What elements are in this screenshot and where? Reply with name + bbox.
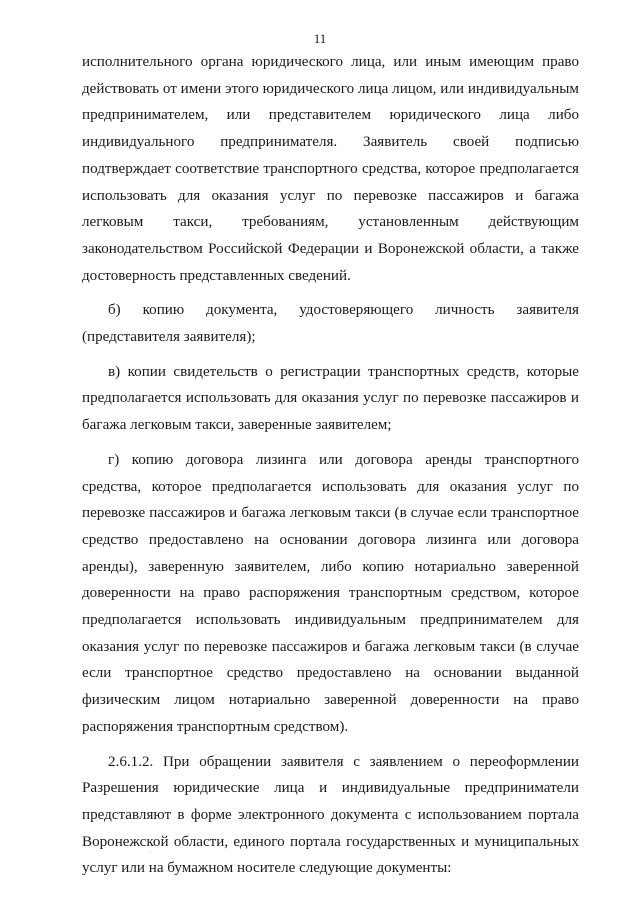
paragraph-item-g: г) копию договора лизинга или договора аренды транспортного средства, которое предполагается использовать для оказания услуг по перевозке пассажиров и багажа легковым такси (в случае если транспортное средство предоставлено на основании договора лизинга или договора аренды), заверенную заявителем, либо копию нотариально заверенной доверенности на право распоряжения транспортным средством, которое предполагается использовать индивидуальным предпринимателем для оказания услуг по перевозке пассажиров и багажа легковым такси (в случае если транспортное средство предоставлено на основании выданной физическим лицом нотариально заверенной доверенности на право распоряжения транспортным средством). bbox=[82, 451, 579, 735]
paragraph-2-6-1-2: 2.6.1.2. При обращении заявителя с заявлением о переоформлении Разрешения юридические лица и индивидуальные предприниматели представляют в форме электронного документа с использованием портала Воронежской области, единого портала государственных и муниципальных услуг или на бумажном носителе следующие документы: bbox=[82, 753, 579, 877]
paragraph-applicant-signature: исполнительного органа юридического лица, или иным имеющим право действовать от имени этого юридического лица лицом, или индивидуальным предпринимателем, или представителем юридического лица либо индивидуального предпринимателя. Заявитель своей подписью подтверждает соответствие транспортного средства, которое предполагается использовать для оказания услуг по перевозке пассажиров и багажа легковым такси, требованиям, установленным действующим законодательством Российской Федерации и Воронежской области, а также достоверность представленных сведений. bbox=[82, 54, 579, 284]
page-number: 11 bbox=[313, 31, 327, 46]
paragraph-item-v: в) копии свидетельств о регистрации транспортных средств, которые предполагается использовать для оказания услуг по перевозке пассажиров и багажа легковым такси, заверенные заявителем; bbox=[82, 363, 579, 434]
scan-speck bbox=[150, 852, 151, 853]
paragraph-item-b: б) копию документа, удостоверяющего личность заявителя (представителя заявителя); bbox=[82, 302, 579, 346]
document-body bbox=[82, 49, 579, 890]
